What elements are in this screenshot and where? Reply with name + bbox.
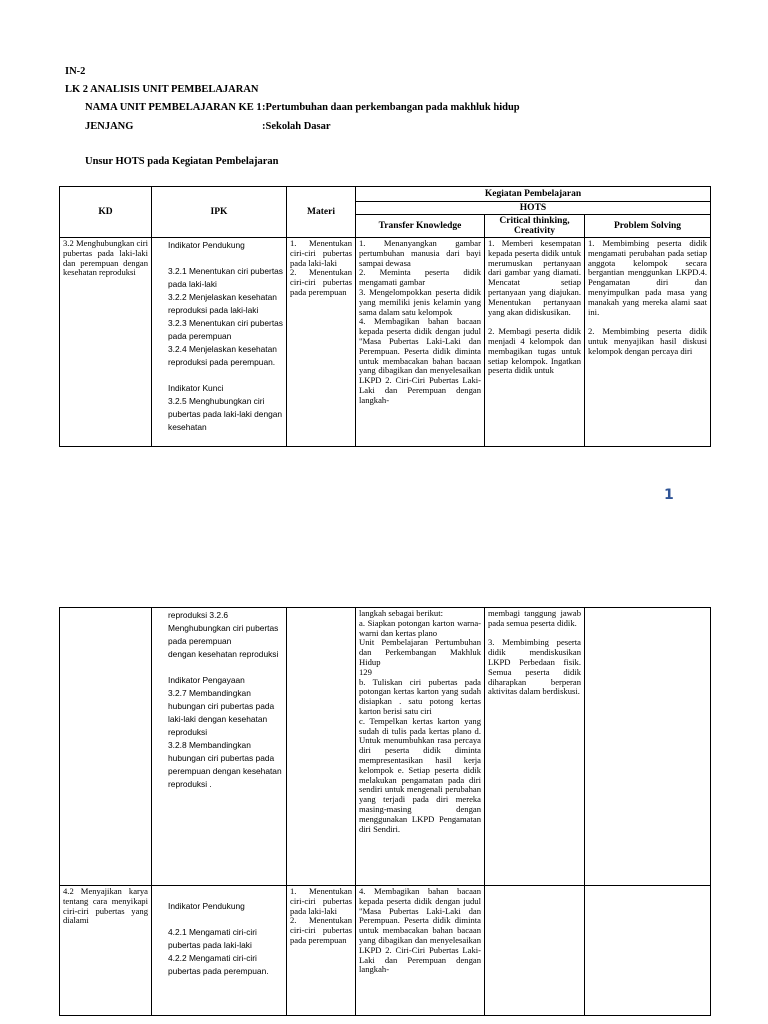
table-row	[60, 608, 711, 886]
header-kd: KD	[60, 187, 152, 238]
unit-label: NAMA UNIT PEMBELAJARAN KE 1	[85, 102, 262, 113]
jenjang-label: JENJANG	[85, 121, 134, 132]
table-row	[60, 886, 711, 1016]
kd-cell	[60, 608, 152, 886]
unit-value: :Pertumbuhan daan perkembangan pada makhluk hidup	[262, 102, 520, 113]
materi-cell: 1. Menentukan ciri-ciri pubertas pada laki-laki 2. Menentukan ciri-ciri pubertas pada perempuan	[287, 238, 356, 447]
kd-cell: 3.2 Menghubungkan ciri pubertas pada laki-laki dan perempuan dengan kesehatan reproduksi	[60, 238, 152, 447]
page-number: 1	[664, 487, 674, 503]
critical-cell: 1. Memberi kesempatan kepada peserta didik untuk merumuskan pertanyaan dari gambar yang diamati. Mencatat setiap pertanyaan yang diajukan. Menentukan pertanyaan yang akan didiskusikan. 2. Membagi peserta didik menjadi 4 kelompok dan membagikan tugas untuk setiap kelompok. Ingatkan peserta didik untuk	[485, 238, 585, 447]
transfer-cell: 1. Menanyangkan gambar pertumbuhan manusia dari bayi sampai dewasa 2. Meminta peserta didik mengamati gambar 3. Mengelompokkan peserta didik yang memiliki jenis kelamin yang sama dalam satu kelompok 4. Membagikan bahan bacaan kepada peserta didik dengan judul "Masa Pubertas Laki-Laki dan Perempuan. Peserta didik diminta untuk membacakan bahan bacaan yang dibagikan dan menyelesaikan LKPD 2. Ciri-Ciri Pubertas Laki-Laki dan Perempuan dengan langkah-	[356, 238, 485, 447]
header-problem: Problem Solving	[585, 215, 711, 238]
section-title: Unsur HOTS pada Kegiatan Pembelajaran	[85, 156, 279, 167]
ipk-cell: Indikator Pendukung 3.2.1 Menentukan ciri pubertas pada laki-laki 3.2.2 Menjelaskan kesehatan reproduksi pada laki-laki 3.2.3 Menentukan ciri pubertas pada perempuan 3.2.4 Menjelaskan kesehatan reproduksi pada perempuan. Indikator Kunci 3.2.5 Menghubungkan ciri pubertas pada laki-laki dengan kesehatan	[152, 238, 287, 447]
problem-cell	[585, 608, 711, 886]
ipk-cell: reproduksi 3.2.6 Menghubungkan ciri pubertas pada perempuan dengan kesehatan reproduksi Indikator Pengayaan 3.2.7 Membandingkan hubungan ciri pubertas pada laki-laki dengan kesehatan reproduksi 3.2.8 Membandingkan hubungan ciri pubertas pada perempuan dengan kesehatan reproduksi .	[152, 608, 287, 886]
critical-cell: membagi tanggung jawab pada semua peserta didik. 3. Membimbing peserta didik mendiskusikan LKPD Perbedaan fisik. Semua peserta didik diharapkan berperan aktivitas dalam berdiskusi.	[485, 608, 585, 886]
critical-cell	[485, 886, 585, 1016]
problem-cell: 1. Membimbing peserta didik mengamati perubahan pada setiap anggota kelompok secara bergantian menggunkan LKPD.4. Pengamatan diri dan menyimpulkan pada masa yang manakah yang mereka alami saat ini. 2. Membimbing peserta didik untuk menyajikan hasil diskusi kelompok dengan percaya diri	[585, 238, 711, 447]
lk-title: LK 2 ANALISIS UNIT PEMBELAJARAN	[65, 84, 259, 95]
materi-cell	[287, 608, 356, 886]
materi-cell: 1. Menentukan ciri-ciri pubertas pada laki-laki 2. Menentukan ciri-ciri pubertas pada perempuan	[287, 886, 356, 1016]
hots-table-page2	[59, 607, 711, 1016]
header-transfer: Transfer Knowledge	[356, 215, 485, 238]
header-critical: Critical thinking, Creativity	[485, 215, 585, 238]
problem-cell	[585, 886, 711, 1016]
header-ipk: IPK	[152, 187, 287, 238]
jenjang-value: :Sekolah Dasar	[262, 121, 331, 132]
header-kegiatan: Kegiatan Pembelajaran	[356, 187, 711, 202]
header-materi: Materi	[287, 187, 356, 238]
transfer-cell: langkah sebagai berikut: a. Siapkan potongan karton warna-warni dan kertas plano Unit Pembelajaran Pertumbuhan dan Perkembangan Makhluk Hidup 129 b. Tuliskan ciri pubertas pada potongan kertas karton yang sudah disiapkan . satu potong kertas karton berisi satu ciri c. Tempelkan kertas karton yang sudah di tulis pada kertas plano d. Untuk menumbuhkan rasa percaya diri peserta didik diminta mempresentasikan hasil kerja kelompok e. Setiap peserta didik melakukan pengamatan pada diri sendiri untuk mengenali perubahan yang terjadi pada diri mereka masing-masing dengan menggunakan LKPD Pengamatan diri Sendiri.	[356, 608, 485, 886]
kd-cell: 4.2 Menyajikan karya tentang cara menyikapi ciri-ciri pubertas yang dialami	[60, 886, 152, 1016]
hots-table-page1	[59, 186, 711, 447]
ipk-cell: Indikator Pendukung 4.2.1 Mengamati ciri-ciri pubertas pada laki-laki 4.2.2 Mengamati ciri-ciri pubertas pada perempuan.	[152, 886, 287, 1016]
transfer-cell: 4. Membagikan bahan bacaan kepada peserta didik dengan judul "Masa Pubertas Laki-Laki dan Perempuan. Peserta didik diminta untuk membacakan bahan bacaan yang dibagikan dan menyelesaikan LKPD 2. Ciri-Ciri Pubertas Laki-Laki dan Perempuan dengan langkah-	[356, 886, 485, 1016]
table-row	[60, 238, 711, 447]
header-hots: HOTS	[356, 202, 711, 215]
doc-code: IN-2	[65, 66, 86, 77]
